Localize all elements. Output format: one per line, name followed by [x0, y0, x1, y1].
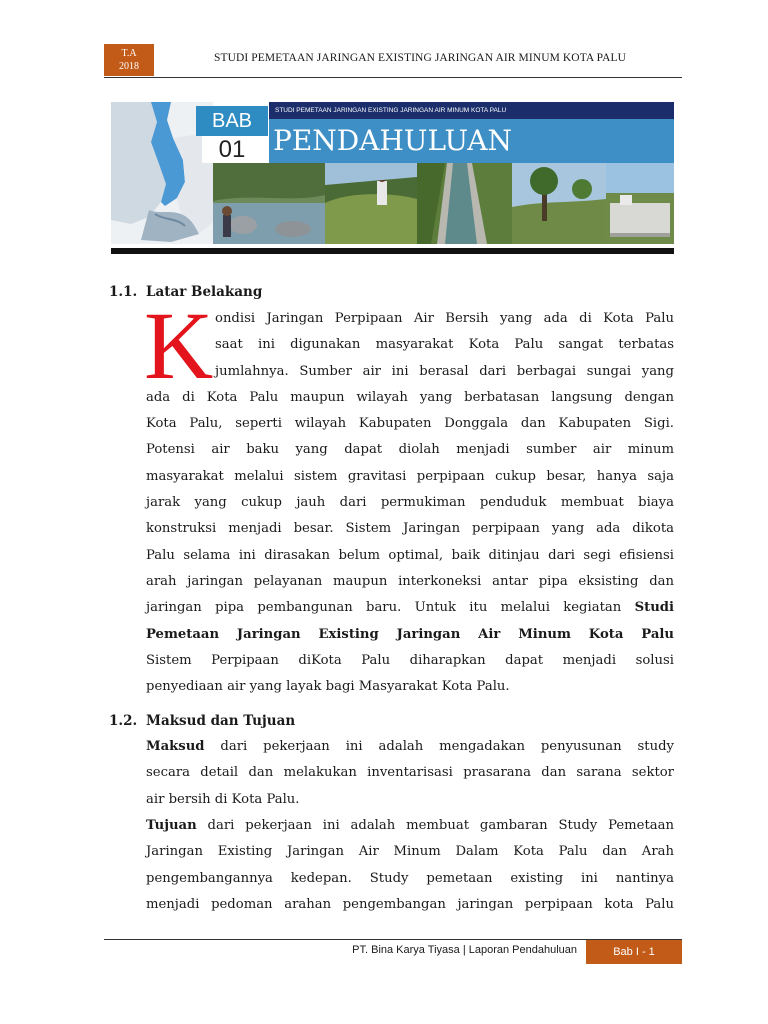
running-header-title: STUDI PEMETAAN JARINGAN EXISTING JARINGAN AIR MINUM KOTA PALU	[213, 52, 627, 64]
tujuan-paragraph	[146, 813, 674, 918]
paragraph-line: Jaringan Existing Jaringan Air Minum Dalam Kota Palu dan Arah	[146, 844, 674, 860]
year-badge-label: T.A	[121, 48, 137, 59]
section-title: Maksud dan Tujuan	[146, 713, 296, 729]
paragraph-line	[146, 734, 674, 760]
tujuan-label: Tujuan	[146, 818, 197, 833]
paragraph-line: masyarakat melalui sistem gravitasi perpipaan cukup besar, hanya saja	[146, 468, 674, 484]
paragraph-line-text: dari pekerjaan ini adalah mengadakan penyusunan study	[220, 739, 674, 754]
paragraph-line: air bersih di Kota Palu.	[146, 791, 300, 807]
paragraph-line: saat ini digunakan masyarakat Kota Palu sangat terbatas	[215, 337, 674, 353]
banner-bottom-bar	[111, 248, 674, 254]
chapter-title: PENDAHULUAN	[269, 119, 674, 163]
study-title-bold-start: Studi	[634, 600, 675, 616]
paragraph-line: arah jaringan pelayanan maupun interkoneksi antar pipa eksisting dan	[146, 573, 674, 589]
river-photo	[213, 163, 325, 244]
section-number: 1.2.	[109, 713, 138, 729]
year-badge-year: 2018	[119, 61, 139, 72]
page-number-badge: Bab I - 1	[586, 940, 682, 964]
maksud-label: Maksud	[146, 739, 205, 754]
study-title-bold: Pemetaan Jaringan Existing Jaringan Air Minum Kota Palu	[146, 626, 674, 642]
paragraph-line: ondisi Jaringan Perpipaan Air Bersih yang ada di Kota Palu	[215, 311, 674, 326]
canal-photo	[417, 163, 512, 244]
chapter-banner	[111, 102, 674, 254]
paragraph-line: Palu selama ini dirasakan belum optimal, baik ditinjau dari segi efisiensi	[146, 547, 674, 563]
paragraph-line: penyediaan air yang layak bagi Masyarakat Kota Palu.	[146, 679, 510, 695]
paragraph-line: jarak yang cukup jauh dari permukiman penduduk membuat biaya	[146, 495, 674, 511]
footer-company-report: PT. Bina Karya Tiyasa | Laporan Pendahuluan	[352, 944, 577, 956]
paragraph-line: menjadi pedoman arahan pengembangan jaringan perpipaan kota Palu	[146, 896, 674, 912]
paragraph-line: secara detail dan melakukan inventarisasi prasarana dan sarana sektor	[146, 765, 674, 781]
bab-label: BAB	[196, 106, 268, 136]
year-badge	[104, 44, 154, 76]
paragraph-line-text: dari pekerjaan ini adalah membuat gambaran Study Pemetaan	[207, 818, 674, 833]
paragraph-line	[146, 813, 674, 839]
paragraph-line: pengembangannya kedepan. Study pemetaan existing ini nantinya	[146, 870, 674, 886]
chapter-number: 01	[202, 136, 262, 163]
paragraph-line-text: jaringan pipa pembangunan baru. Untuk itu melalui kegiatan	[146, 600, 622, 616]
drop-cap-letter: K	[144, 292, 214, 399]
paragraph-line	[146, 595, 674, 621]
paragraph-line: jumlahnya. Sumber air ini berasal dari berbagai sungai yang	[215, 363, 674, 379]
tree-hill-photo	[512, 163, 606, 244]
paragraph-line: Kota Palu, seperti wilayah Kabupaten Donggala dan Kabupaten Sigi.	[146, 416, 674, 432]
header-divider	[104, 77, 682, 78]
paragraph-line: konstruksi menjadi besar. Sistem Jaringan perpipaan yang ada dikota	[146, 521, 674, 537]
paragraph-line: ada di Kota Palu maupun wilayah yang berbatasan langsung dengan	[146, 389, 674, 405]
section-heading-maksud-tujuan	[109, 713, 295, 729]
maksud-paragraph	[146, 734, 674, 813]
reservoir-photo	[606, 163, 674, 244]
paragraph-line: Sistem Perpipaan diKota Palu diharapkan dapat menjadi solusi	[146, 652, 674, 668]
field-people-photo	[325, 163, 417, 244]
section-number: 1.1.	[109, 284, 138, 300]
section-title: Latar Belakang	[146, 284, 263, 300]
latar-belakang-paragraph	[146, 306, 674, 700]
paragraph-line	[146, 622, 674, 648]
banner-study-title: STUDI PEMETAAN JARINGAN EXISTING JARINGAN AIR MINUM KOTA PALU	[269, 102, 674, 119]
paragraph-line: Potensi air baku yang dapat diolah menjadi sumber air minum	[146, 442, 674, 458]
